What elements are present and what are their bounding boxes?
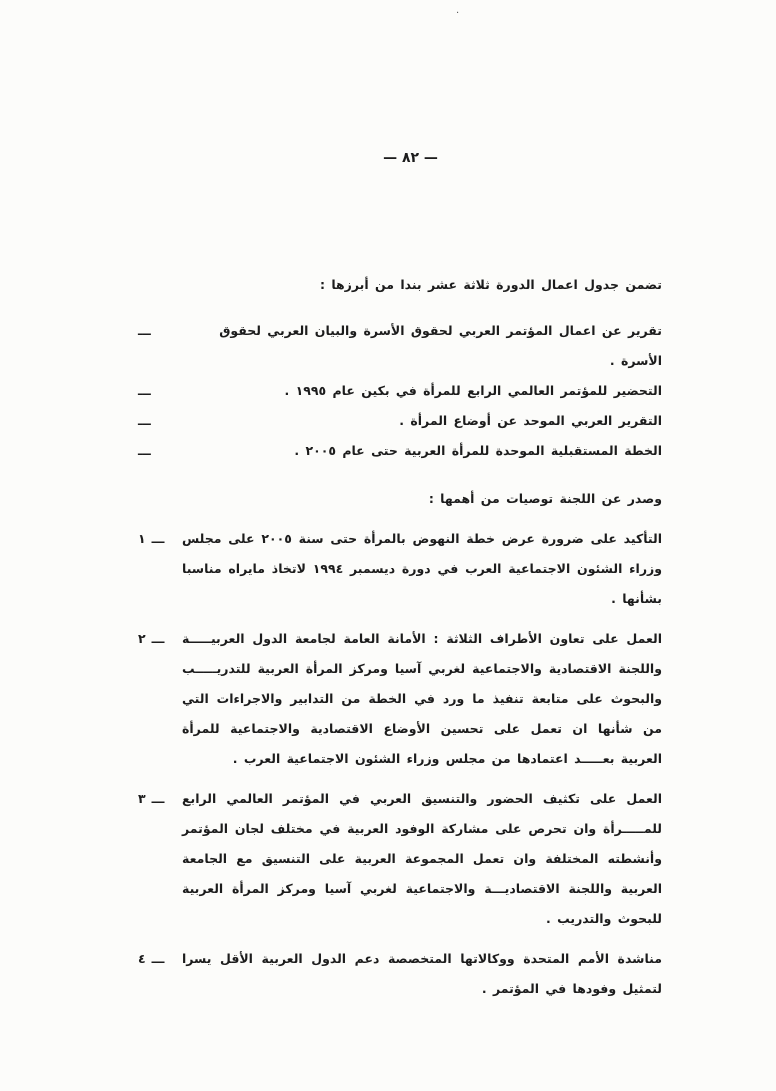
item-number-dash: ـــ	[151, 951, 165, 966]
agenda-item-text: التحضير للمؤتمر العالمي الرابع للمرأة في بكين عام ١٩٩٥ .	[284, 383, 662, 398]
agenda-item	[138, 316, 662, 376]
page-number: — ٨٢ —	[383, 150, 438, 166]
item-number-marker	[138, 524, 182, 554]
agenda-item	[138, 436, 662, 466]
document-content	[138, 270, 662, 1004]
bullet-dash: ـــ	[138, 323, 151, 338]
agenda-intro: تضمن جدول اعمال الدورة ثلاثة عشر بندا من أبرزها :	[319, 277, 662, 292]
bullet-dash: ـــ	[138, 443, 151, 458]
bullet-marker	[138, 406, 182, 436]
recommendation-text: التأكيد على ضرورة عرض خطة النهوض بالمرأة حتى سنة ٢٠٠٥ على مجلس وزراء الشئون الاجتماعية العرب في دورة ديسمبر ١٩٩٤ لاتخاذ مايراه مناسبا بشأنها .	[182, 531, 662, 606]
item-number: ٣	[138, 791, 146, 806]
recommendation-item	[138, 944, 662, 1004]
bullet-marker	[138, 436, 182, 466]
recommendation-item	[138, 524, 662, 614]
agenda-item-text: تقرير عن اعمال المؤتمر العربي لحقوق الأسرة والبيان العربي لحقوق الأسرة .	[219, 323, 662, 368]
item-number-dash: ـــ	[151, 531, 165, 546]
agenda-item	[138, 406, 662, 436]
recommendation-item	[138, 784, 662, 934]
recommendations-list	[138, 524, 662, 1004]
bullet-dash: ـــ	[138, 413, 151, 428]
item-number-marker	[138, 624, 182, 654]
item-number: ١	[138, 531, 146, 546]
item-number-marker	[138, 784, 182, 814]
bullet-marker	[138, 376, 182, 406]
scan-artifact-dot: ·	[456, 8, 460, 19]
item-number-marker	[138, 944, 182, 974]
agenda-item	[138, 376, 662, 406]
agenda-list	[138, 316, 662, 466]
item-number-dash: ـــ	[151, 631, 165, 646]
recommendation-item	[138, 624, 662, 774]
agenda-item-text: الخطة المستقبلية الموحدة للمرأة العربية حتى عام ٢٠٠٥ .	[294, 443, 662, 458]
recommendation-text: العمل على تكثيف الحضور والتنسيق العربي في المؤتمر العالمي الرابع للمـــــرأة وان تحرص على مشاركة الوفود العربية في مختلف لجان المؤتمر وأنشطته المختلفة وان تعمل المجموعة العربية على التنسيق مع الجامعة العربية واللجنة الاقتصاديـــة والاجتماعية لغربي آسيا ومركز المرأة العربية للبحوث والتدريب .	[182, 791, 662, 926]
recommendation-text: مناشدة الأمم المتحدة ووكالاتها المتخصصة دعم الدول العربية الأقل يسرا لتمثيل وفودها في المؤتمر .	[182, 951, 662, 996]
item-number-dash: ـــ	[151, 791, 165, 806]
recommendations-intro: وصدر عن اللجنة توصيات من أهمها :	[428, 491, 662, 506]
item-number: ٢	[138, 631, 146, 646]
agenda-item-text: التقرير العربي الموحد عن أوضاع المرأة .	[399, 413, 662, 428]
recommendation-text: العمل على تعاون الأطراف الثلاثة : الأمانة العامة لجامعة الدول العربيـــــة واللجنة الاقتصادية والاجتماعية لغربي آسيا ومركز المرأة العربية للتدريـــــب والبحوث على متابعة تنفيذ ما ورد في الخطة من التدابير والاجراءات التي من شأنها ان تعمل على تحسين الأوضاع الاقتصادية والاجتماعية للمرأة العربية بعـــــد اعتمادها من مجلس وزراء الشئون الاجتماعية العرب .	[182, 631, 662, 766]
bullet-marker	[138, 316, 182, 346]
bullet-dash: ـــ	[138, 383, 151, 398]
item-number: ٤	[138, 951, 146, 966]
